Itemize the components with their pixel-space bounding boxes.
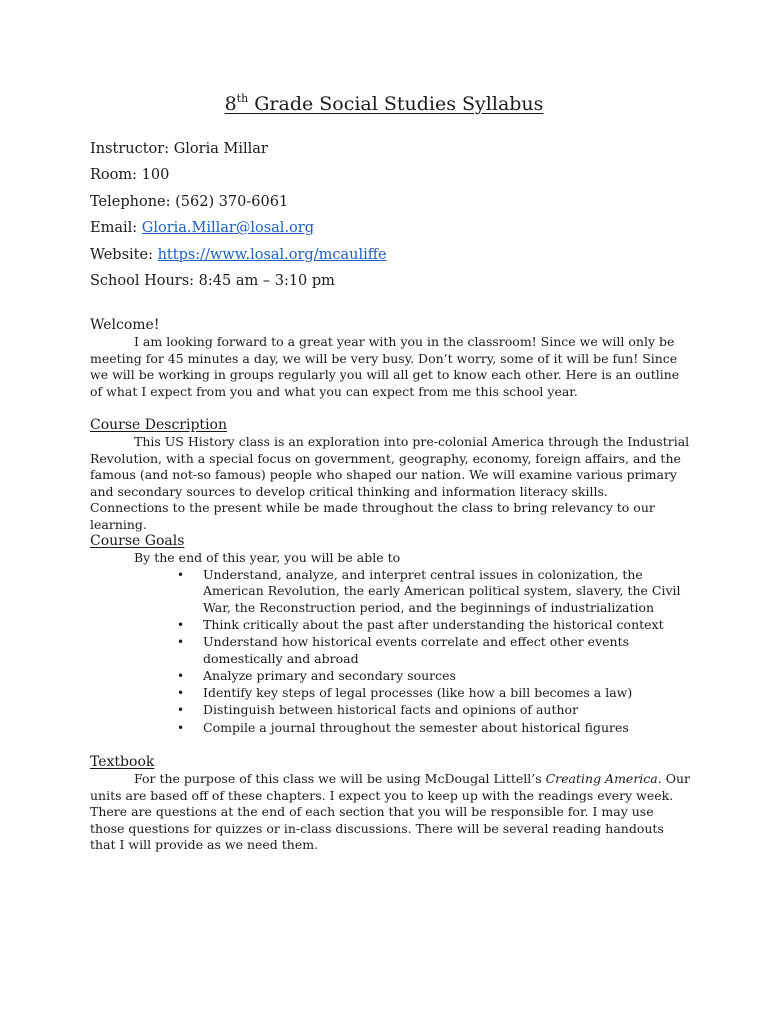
instructor-line: Instructor: Gloria Millar: [90, 141, 268, 157]
email-line: [90, 218, 387, 244]
welcome-heading: Welcome!: [90, 317, 160, 333]
bullet-icon: •: [177, 567, 185, 582]
contact-info: [90, 139, 387, 297]
website-line: [90, 245, 387, 271]
bullet-icon: •: [177, 703, 185, 718]
website-link[interactable]: https://www.losal.org/mcauliffe: [157, 246, 387, 263]
course-goals-intro: By the end of this year, you will be able to: [134, 550, 401, 565]
school-hours-line: School Hours: 8:45 am – 3:10 pm: [90, 272, 335, 289]
textbook-text-before: For the purpose of this class we will be using McDougal Littell’s: [134, 771, 546, 786]
room-line: Room: 100: [90, 167, 170, 184]
bullet-icon: •: [177, 668, 185, 683]
course-description-paragraph: This US History class is an exploration into pre-colonial America through the Industrial Revolution, with a special focus on government, geography, economy, foreign affairs, and the famous (and not-so famous) people who shaped our nation. We will examine various primary and secondary sources to develop critical thinking and information literacy skills. Connections to the present while be made throughout the class to bring relevancy to our learning.: [90, 434, 690, 532]
bullet-icon: •: [177, 635, 185, 650]
course-goals-heading: Course Goals: [90, 533, 185, 549]
list-item: • Think critically about the past after understanding the historical context: [177, 616, 664, 632]
list-item: • Understand, analyze, and interpret central issues in colonization, the American Revolution, the early American political system, slavery, the Civil War, the Reconstruction period, and the beginnings of industrialization: [177, 566, 681, 615]
course-description-section: [90, 416, 690, 534]
bullet-icon: •: [177, 720, 185, 735]
bullet-icon: •: [177, 686, 185, 701]
email-label: Email:: [90, 220, 142, 237]
textbook-heading: Textbook: [90, 754, 155, 770]
website-label: Website:: [90, 246, 158, 263]
textbook-book-title: Creating America: [545, 771, 658, 786]
course-goals-list: [90, 567, 690, 737]
list-item: • Compile a journal throughout the semester about historical figures: [177, 719, 629, 735]
list-item: • Distinguish between historical facts and opinions of author: [177, 702, 579, 718]
textbook-paragraph: [90, 771, 690, 854]
list-item: • Analyze primary and secondary sources: [177, 667, 456, 683]
course-goals-section: [90, 532, 690, 737]
list-item: • Identify key steps of legal processes (like how a bill becomes a law): [177, 685, 633, 701]
title-ordinal-suffix: th: [236, 92, 249, 105]
textbook-text-after: . Our units are based off of these chapters. I expect you to keep up with the readings every week. There are questions at the end of each section that you will be responsible for. I may use those questions for quizzes or in-class discussions. There will be several reading handouts that I will provide as we need them.: [90, 771, 690, 853]
title-text: Grade Social Studies Syllabus: [248, 93, 544, 115]
textbook-section: [90, 753, 690, 854]
bullet-icon: •: [177, 617, 185, 632]
telephone-line: Telephone: (562) 370-6061: [90, 193, 289, 210]
welcome-section: [90, 316, 690, 400]
list-item: • Understand how historical events correlate and effect other events domestically and abroad: [177, 634, 630, 666]
title-grade-number: 8: [224, 93, 237, 115]
welcome-paragraph: I am looking forward to a great year with you in the classroom! Since we will only be meeting for 45 minutes a day, we will be very busy. Don’t worry, some of it will be fun! Since we will be working in groups regularly you will all get to know each other. Here is an outline of what I expect from you and what you can expect from me this school year.: [90, 334, 680, 399]
email-link[interactable]: Gloria.Millar@losal.org: [141, 220, 315, 237]
page-title: [0, 91, 768, 117]
course-description-heading: Course Description: [90, 417, 227, 433]
